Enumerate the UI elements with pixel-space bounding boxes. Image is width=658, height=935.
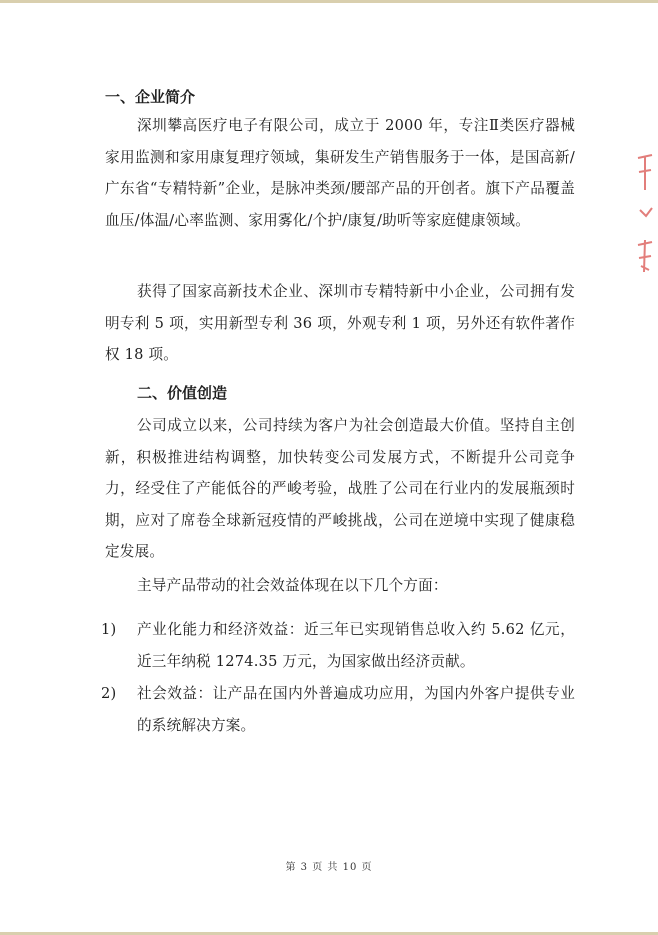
list-item-number: 2) bbox=[101, 685, 117, 702]
value-creation-paragraph-2: 主导产品带动的社会效益体现在以下几个方面： bbox=[137, 577, 448, 594]
red-seal-stamp-fragment bbox=[632, 150, 658, 280]
section-heading-company-profile: 一、企业简介 bbox=[105, 88, 196, 106]
company-profile-paragraph-2: 获得了国家高新技术企业、深圳市专精特新中小企业，公司拥有发明专利 5 项，实用新型专利 36 项，外观专利 1 项，另外还有软件著作权 18 项。 bbox=[105, 283, 575, 364]
page-number-footer: 第 3 页 共 10 页 bbox=[285, 862, 373, 873]
list-item bbox=[101, 678, 575, 741]
company-profile-paragraph-1: 深圳攀高医疗电子有限公司，成立于 2000 年，专注Ⅱ类医疗器械家用监测和家用康复理疗领域，集研发生产销售服务于一体，是国高新/广东省“专精特新”企业，是脉冲类颈/腰部产品的开创者。旗下产品覆盖血压/体温/心率监测、家用雾化/个护/康复/助听等家庭健康领域。 bbox=[105, 117, 575, 229]
list-item-number: 1) bbox=[101, 621, 117, 638]
list-item-text: 社会效益：让产品在国内外普遍成功应用，为国内外客户提供专业的系统解决方案。 bbox=[137, 685, 575, 734]
page-top-edge bbox=[0, 0, 658, 3]
value-creation-paragraph-1: 公司成立以来，公司持续为客户为社会创造最大价值。坚持自主创新，积极推进结构调整，加快转变公司发展方式，不断提升公司竞争力，经受住了产能低谷的严峻考验，战胜了公司在行业内的发展瓶颈时期，应对了席卷全球新冠疫情的严峻挑战，公司在逆境中实现了健康稳定发展。 bbox=[105, 417, 575, 561]
section-heading-value-creation: 二、价值创造 bbox=[137, 384, 228, 402]
benefit-list-item-2 bbox=[101, 678, 575, 741]
benefit-list-item-1 bbox=[101, 614, 575, 677]
list-item-text: 产业化能力和经济效益：近三年已实现销售总收入约 5.62 亿元，近三年纳税 1274.35 万元，为国家做出经济贡献。 bbox=[137, 621, 575, 670]
list-item bbox=[101, 614, 575, 677]
